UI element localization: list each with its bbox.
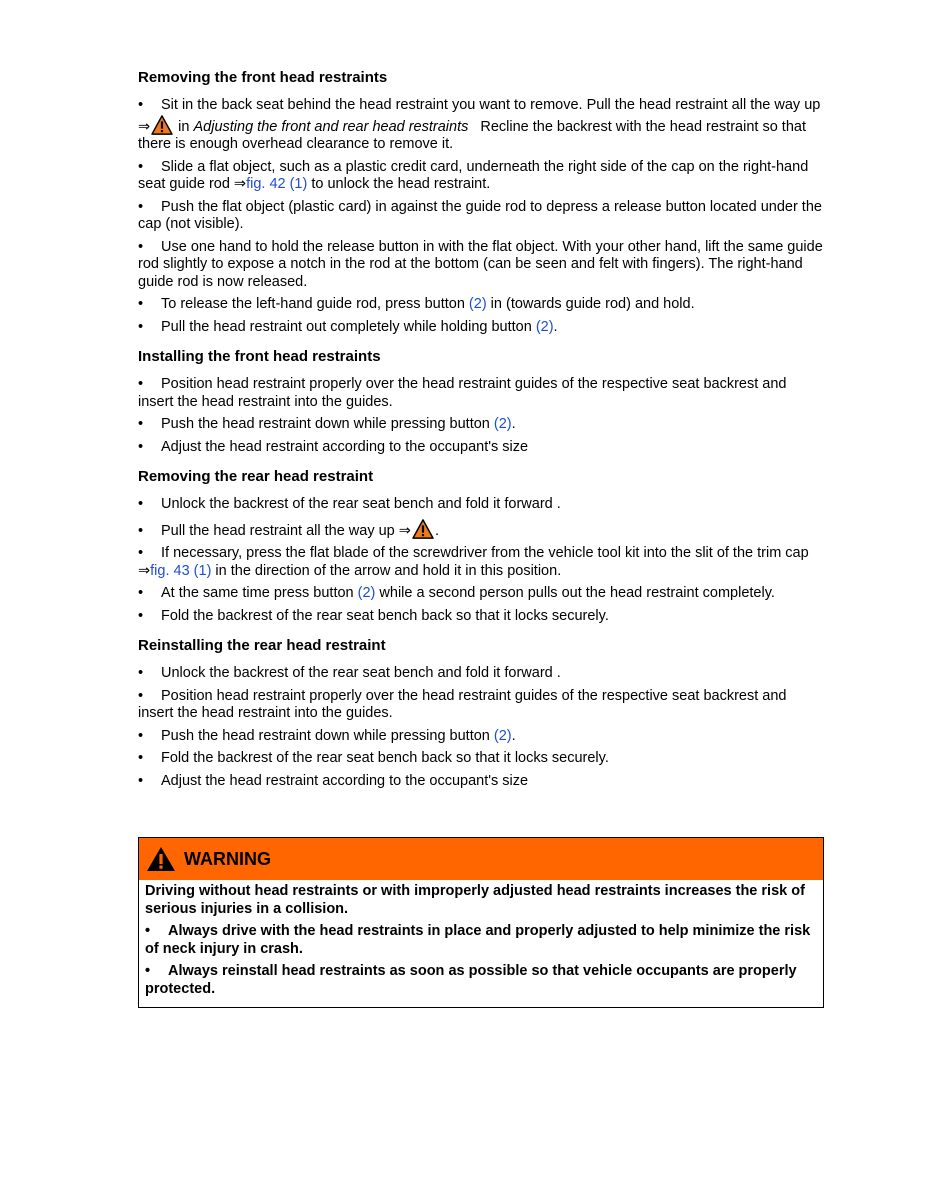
list-item: • Adjust the head restraint according to the occupant's size [138, 438, 529, 455]
list-item: • Sit in the back seat behind the head restraint you want to remove. Pull the head restraint all the way up ⇒ in Adjusting the front and rear head restraints Recline the backrest with the head restraint so that there is enough overhead clearance to remove it. [138, 97, 821, 152]
button-ref-link[interactable]: (2) [493, 416, 512, 432]
figure-link[interactable]: fig. 43 (1) [150, 562, 212, 579]
list-item: • At the same time press button (2) while a second person pulls out the head restraint completely. [138, 585, 775, 601]
button-ref-link[interactable]: (2) [357, 585, 376, 601]
warning-intro: Driving without head restraints or with improperly adjusted head restraints increases the risk of serious injuries in a collision. [145, 883, 805, 917]
list-item: • Push the head restraint down while pressing button (2). [138, 727, 516, 744]
list-item: • Use one hand to hold the release button in with the flat object. With your other hand, lift the same guide rod slightly to expose a notch in the rod at the bottom (can be seen and felt with fingers). The right-hand guide rod is now released. [138, 238, 823, 290]
section-reinstall-rear [138, 636, 824, 790]
list-item: • Unlock the backrest of the rear seat bench and fold it forward . [138, 496, 561, 512]
list-item: • Always drive with the head restraints in place and properly adjusted to help minimize the risk of neck injury in crash. [145, 923, 811, 957]
button-ref-link[interactable]: (2) [535, 318, 554, 335]
section-heading: Removing the front head restraints [138, 69, 388, 86]
warning-body [139, 880, 823, 1007]
button-ref-link[interactable]: (2) [468, 296, 487, 312]
section-heading: Reinstalling the rear head restraint [138, 637, 386, 654]
warning-header [139, 838, 823, 880]
warning-box [138, 837, 824, 1008]
list-item: • Adjust the head restraint according to the occupant's size [138, 772, 529, 789]
list-item: • Pull the head restraint out completely while holding button (2). [138, 318, 558, 335]
page-content [138, 68, 824, 801]
list-item: • Push the head restraint down while pressing button (2). [138, 416, 516, 432]
warning-triangle-icon[interactable] [412, 519, 434, 539]
warning-triangle-icon [146, 846, 176, 872]
warning-title: WARNING [184, 848, 271, 869]
list-item: • Slide a flat object, such as a plastic credit card, underneath the right side of the cap on the right-hand seat guide rod ⇒fig. 42 (1) to unlock the head restraint. [138, 158, 809, 192]
section-install-front [138, 347, 824, 456]
button-ref-link[interactable]: (2) [493, 727, 512, 744]
list-item: • Pull the head restraint all the way up ⇒ . [138, 519, 824, 541]
section-remove-front [138, 68, 824, 336]
list-item: • If necessary, press the flat blade of the screwdriver from the vehicle tool kit into the slit of the trim cap ⇒fig. 43 (1) in the direction of the arrow and hold it in this position. [138, 545, 809, 579]
figure-link[interactable]: fig. 42 (1) [246, 176, 308, 192]
list-item: • Position head restraint properly over the head restraint guides of the respective seat backrest and insert the head restraint into the guides. [138, 376, 787, 410]
list-item: • Always reinstall head restraints as soon as possible so that vehicle occupants are properly protected. [145, 963, 797, 997]
list-item: • Position head restraint properly over the head restraint guides of the respective seat backrest and insert the head restraint into the guides. [138, 687, 787, 721]
list-item: • Fold the backrest of the rear seat bench back so that it locks securely. [138, 750, 609, 766]
warning-triangle-icon[interactable] [151, 115, 173, 135]
list-item: • Fold the backrest of the rear seat bench back so that it locks securely. [138, 607, 609, 624]
list-item: • Unlock the backrest of the rear seat bench and fold it forward . [138, 665, 561, 681]
section-heading: Removing the rear head restraint [138, 468, 374, 485]
list-item: • To release the left-hand guide rod, press button (2) in (towards guide rod) and hold. [138, 296, 695, 312]
section-heading: Installing the front head restraints [138, 348, 381, 365]
section-remove-rear [138, 467, 824, 625]
list-item: • Push the flat object (plastic card) in against the guide rod to depress a release button located under the cap (not visible). [138, 198, 822, 232]
